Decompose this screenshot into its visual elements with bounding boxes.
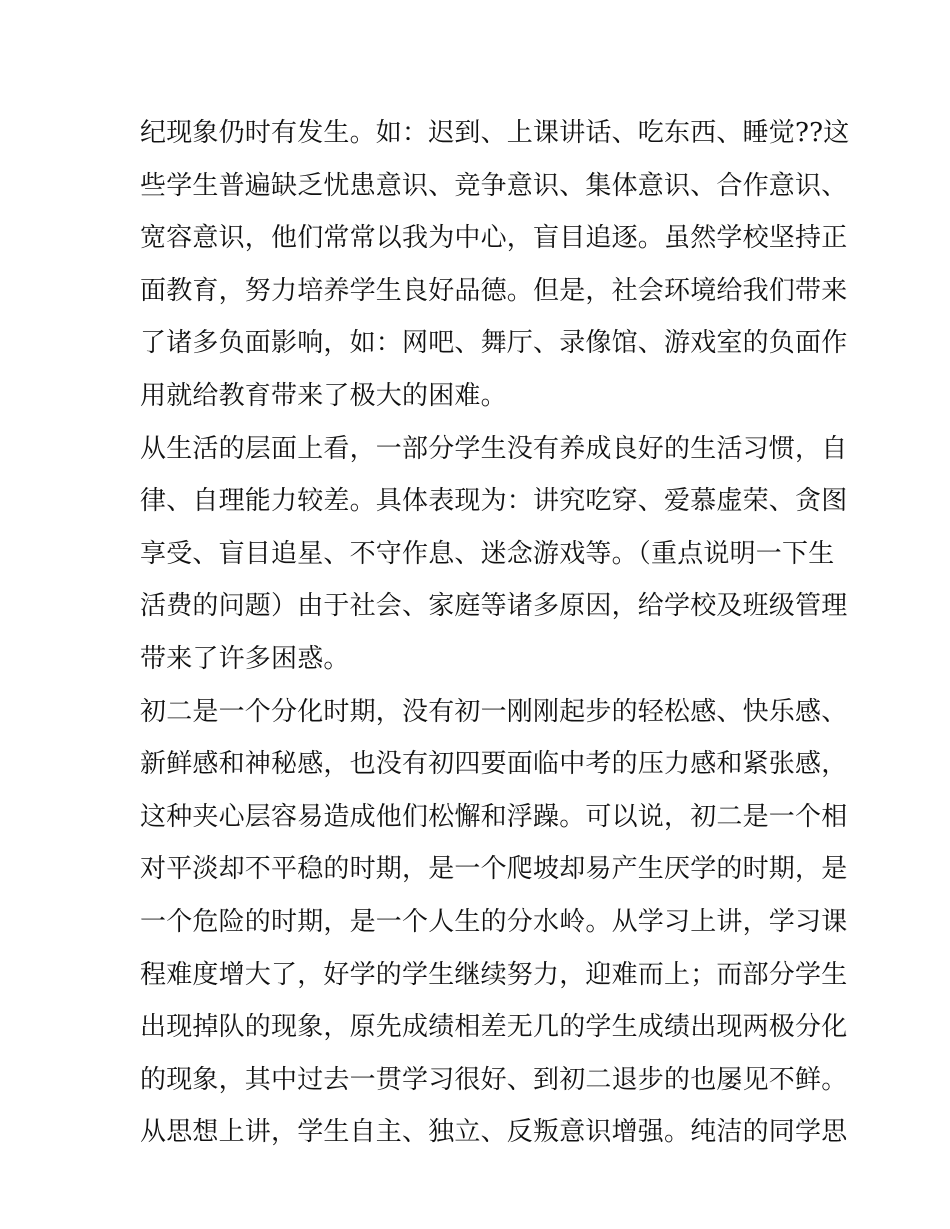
text-line: 一个危险的时期，是一个人生的分水岭。从学习上讲，学习课 (140, 906, 848, 937)
text-line: 这种夹心层容易造成他们松懈和浮躁。可以说，初二是一个相 (140, 801, 848, 832)
text-line: 用就给教育带来了极大的困难。 (140, 380, 507, 411)
text-line: 从生活的层面上看，一部分学生没有养成良好的生活习惯，自 (140, 433, 848, 464)
text-line: 享受、盲目追星、不守作息、迷念游戏等。（重点说明一下生 (140, 538, 835, 569)
text-line: 程难度增大了，好学的学生继续努力，迎难而上；而部分学生 (140, 959, 848, 990)
text-line: 出现掉队的现象，原先成绩相差无几的学生成绩出现两极分化 (140, 1012, 848, 1043)
text-line: 活费的问题）由于社会、家庭等诸多原因，给学校及班级管理 (140, 591, 848, 622)
body-text (140, 107, 850, 1159)
text-line: 了诸多负面影响，如：网吧、舞厅、录像馆、游戏室的负面作 (140, 328, 848, 359)
text-line: 些学生普遍缺乏忧患意识、竞争意识、集体意识、合作意识、 (140, 170, 848, 201)
text-line: 的现象，其中过去一贯学习很好、到初二退步的也屡见不鲜。 (140, 1064, 848, 1095)
text-line: 面教育，努力培养学生良好品德。但是，社会环境给我们带来 (140, 275, 848, 306)
text-line: 纪现象仍时有发生。如：迟到、上课讲话、吃东西、睡觉??这 (140, 118, 850, 148)
text-line: 律、自理能力较差。具体表现为：讲究吃穿、爱慕虚荣、贪图 (140, 486, 848, 517)
text-line: 对平淡却不平稳的时期，是一个爬坡却易产生厌学的时期，是 (140, 854, 848, 885)
text-line: 初二是一个分化时期，没有初一刚刚起步的轻松感、快乐感、 (140, 696, 848, 727)
text-line: 从思想上讲，学生自主、独立、反叛意识增强。纯洁的同学思 (140, 1117, 848, 1148)
text-line: 带来了许多困惑。 (140, 643, 350, 674)
text-line: 宽容意识，他们常常以我为中心，盲目追逐。虽然学校坚持正 (140, 223, 848, 254)
text-line: 新鲜感和神秘感，也没有初四要面临中考的压力感和紧张感， (140, 749, 848, 780)
